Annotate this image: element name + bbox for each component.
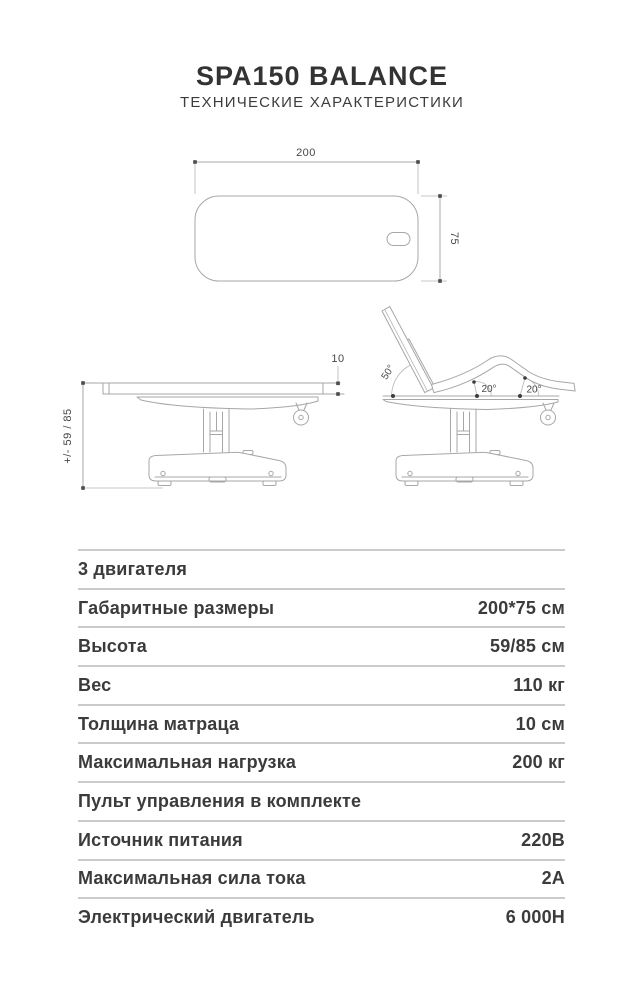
spec-value: 2А: [541, 868, 565, 889]
spec-row: [78, 626, 565, 665]
spec-label: Максимальная нагрузка: [78, 752, 297, 773]
side-view-raised-drawing: [380, 307, 576, 486]
spec-row: [78, 665, 565, 704]
dim-length-label: 200: [296, 147, 316, 159]
page-header: [0, 62, 644, 111]
spec-label: 3 двигателя: [78, 558, 188, 579]
spec-label: Максимальная сила тока: [78, 868, 306, 889]
spec-label: Электрический двигатель: [78, 907, 315, 928]
dim-mattress-label: 10: [331, 353, 345, 365]
spec-value: 220В: [521, 829, 565, 850]
page-title: SPA150 BALANCE: [195, 61, 449, 91]
spec-label: Габаритные размеры: [78, 597, 275, 618]
spec-row: [78, 742, 565, 781]
spec-value: 200 кг: [512, 752, 565, 773]
page-subtitle: ТЕХНИЧЕСКИЕ ХАРАКТЕРИСТИКИ: [179, 94, 465, 112]
spec-value: 59/85 см: [490, 636, 565, 657]
spec-value: 6 000Н: [505, 907, 565, 928]
spec-label: Высота: [78, 636, 147, 657]
spec-label: Пульт управления в комплекте: [78, 790, 362, 811]
spec-row: [78, 820, 565, 859]
spec-table: [78, 549, 565, 936]
top-view-drawing: [193, 147, 460, 283]
dim-height-label: +/- 59 / 85: [62, 408, 74, 464]
spec-row: [78, 704, 565, 743]
spec-row: [78, 859, 565, 898]
spec-row: [78, 897, 565, 936]
dim-width-label: 75: [448, 231, 460, 246]
spec-label: Вес: [78, 674, 112, 695]
side-view-flat-drawing: [62, 353, 345, 490]
spec-row: [78, 549, 565, 588]
seat-leg-section: [432, 356, 576, 393]
spec-label: Источник питания: [78, 829, 243, 850]
spec-row: [78, 781, 565, 820]
spec-label: Толщина матраца: [78, 713, 240, 734]
spec-value: 10 см: [515, 713, 565, 734]
tabletop-outline: [195, 196, 418, 281]
dim-seat-angle: 20°: [481, 384, 497, 395]
dim-leg-angle: 20°: [526, 384, 542, 396]
spec-value: 200*75 см: [477, 597, 565, 618]
spec-row: [78, 588, 565, 627]
technical-drawings: [0, 130, 644, 510]
spec-value: 110 кг: [513, 674, 565, 695]
dim-backrest-angle: 50°: [379, 363, 398, 382]
